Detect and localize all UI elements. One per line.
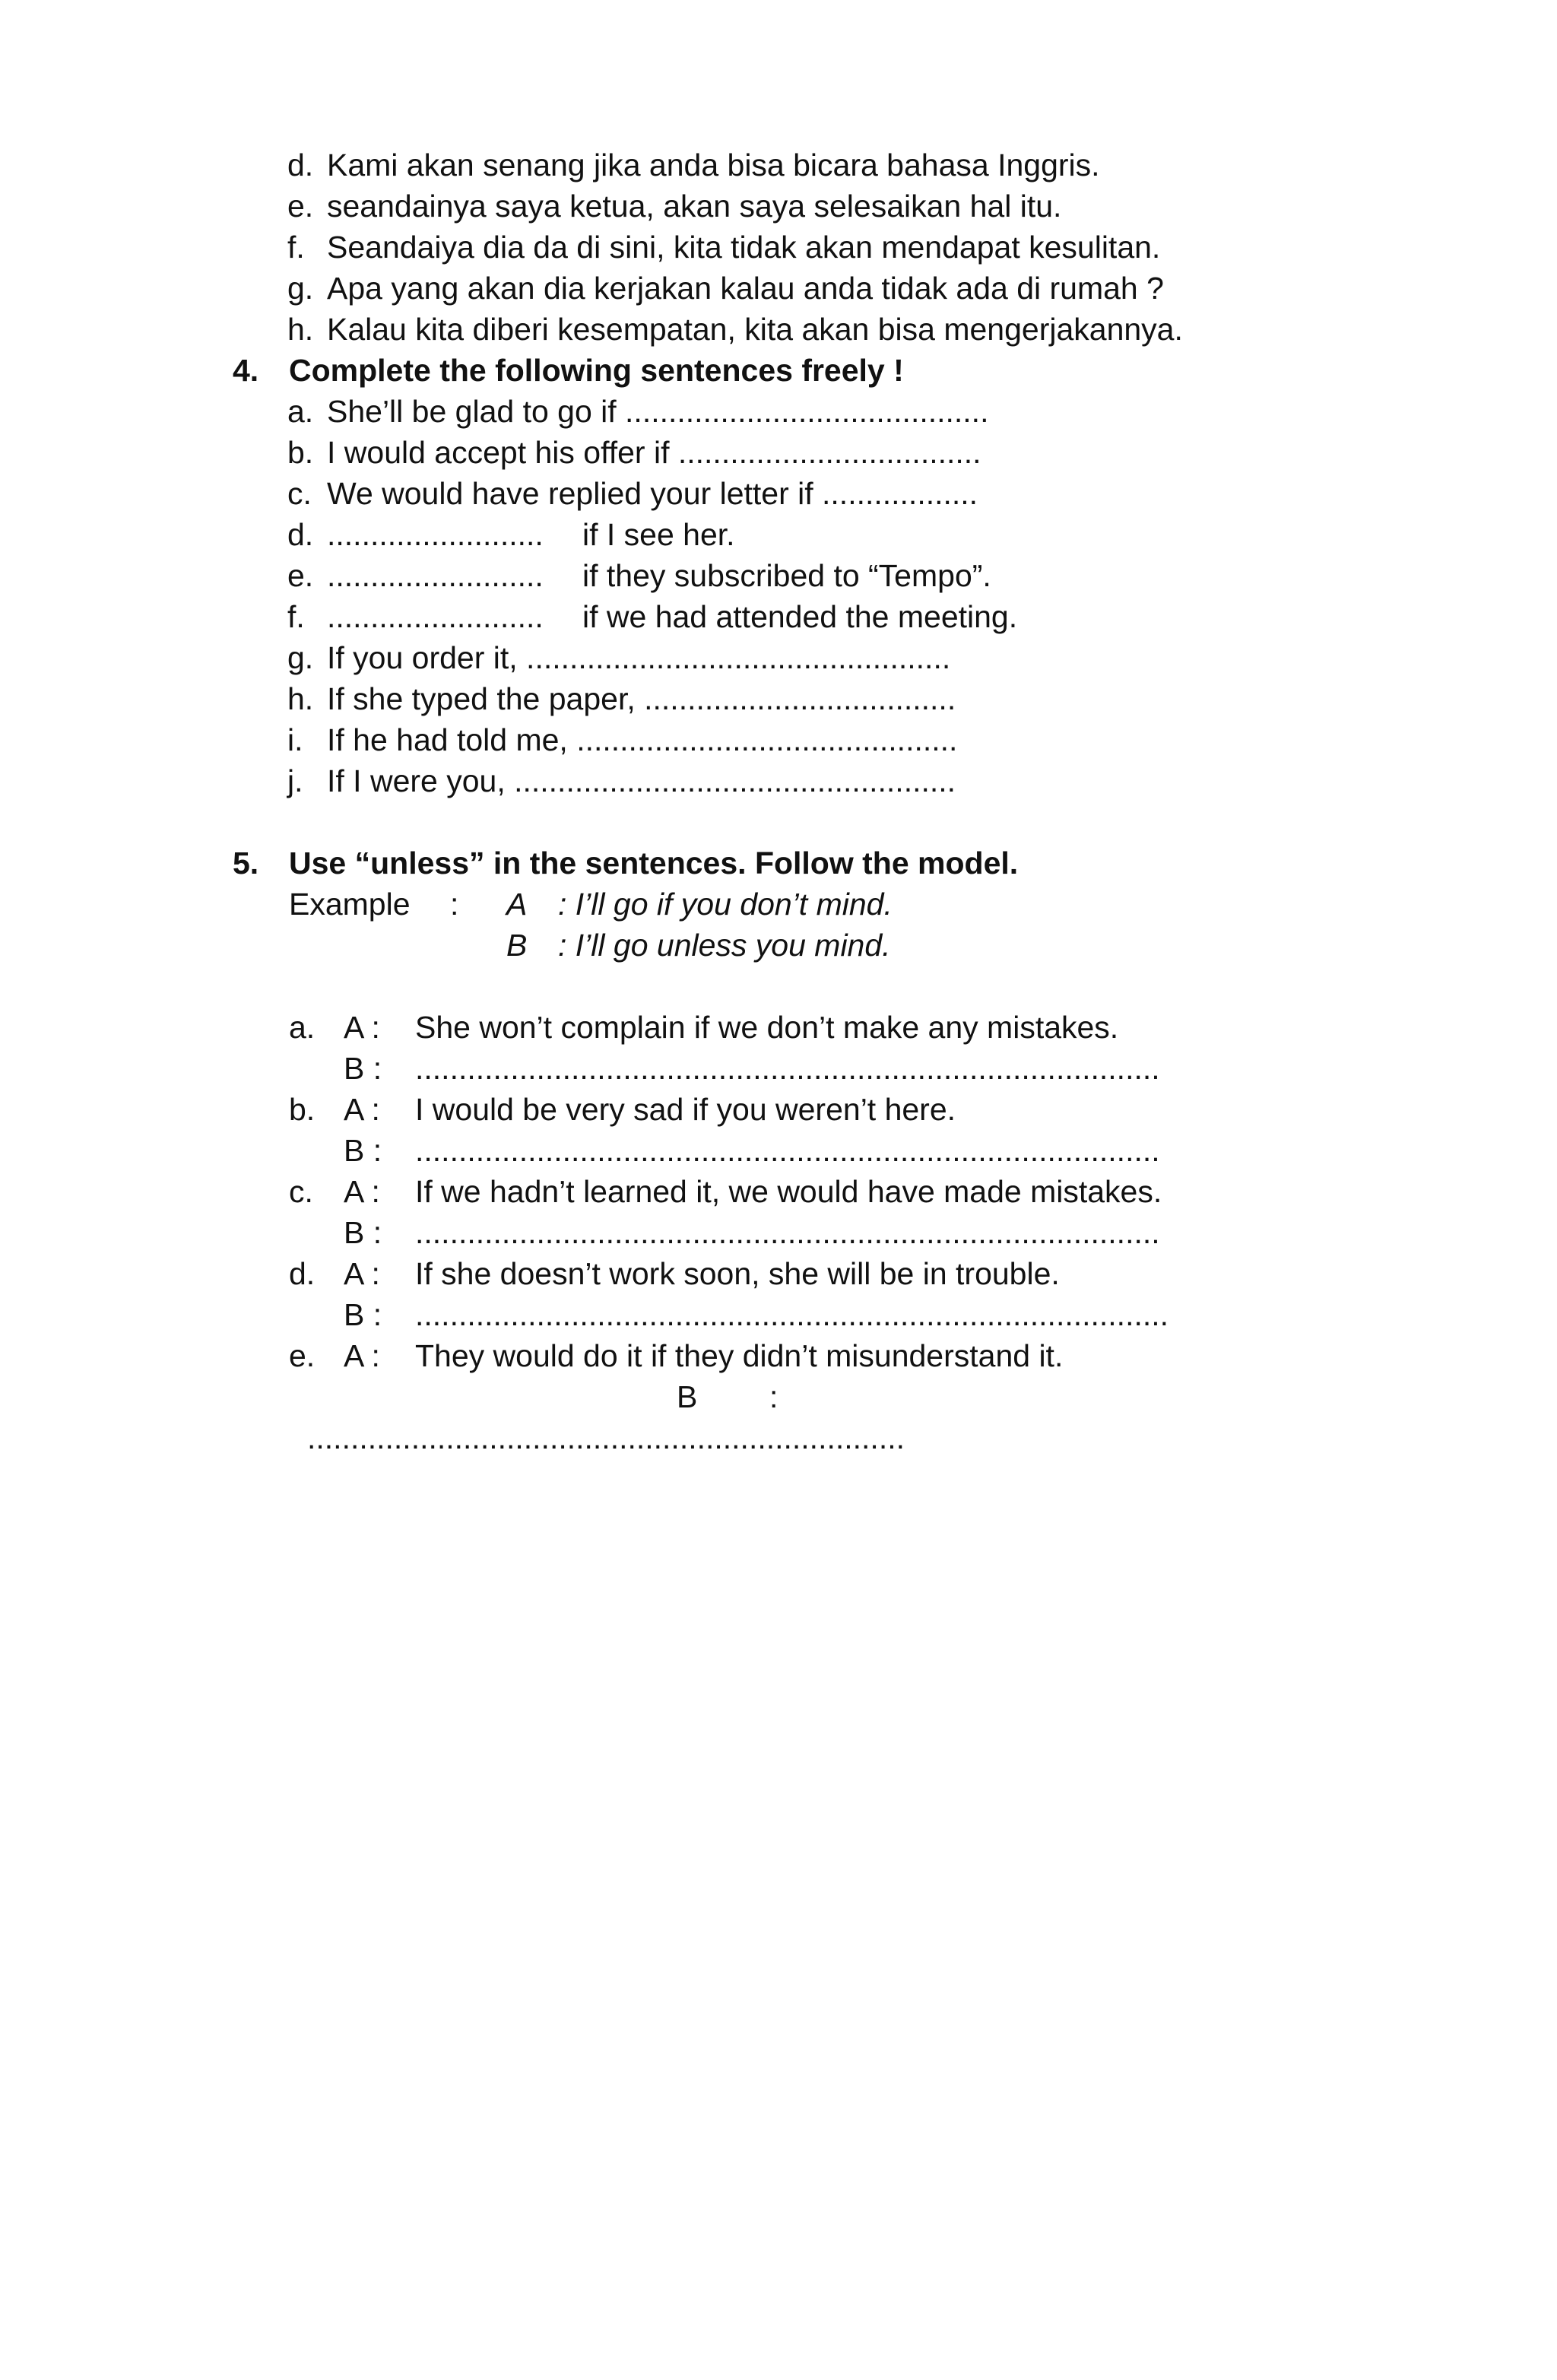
- speaker-b-label: B :: [344, 1215, 382, 1250]
- item-label: d.: [287, 148, 314, 182]
- speaker-b-label: B :: [344, 1133, 382, 1168]
- speaker-a-label: A :: [344, 1338, 380, 1373]
- item-label: c.: [287, 476, 312, 511]
- item-label: e.: [287, 189, 314, 224]
- item-text: if we had attended the meeting.: [582, 599, 1018, 634]
- example-b-label: B: [506, 928, 528, 963]
- item-text: if they subscribed to “Tempo”.: [582, 558, 991, 593]
- item-label: a.: [289, 1010, 316, 1045]
- item-text: If you order it, .................................................: [327, 640, 951, 675]
- section-heading: Use “unless” in the sentences. Follow the model.: [289, 846, 1019, 881]
- section-number: 4.: [233, 353, 259, 388]
- section-number: 5.: [233, 846, 259, 881]
- speaker-a-text: She won’t complain if we don’t make any mistakes.: [415, 1010, 1119, 1045]
- item-text: If he had told me, ............................................: [327, 722, 958, 757]
- item-label: h.: [287, 681, 314, 716]
- example-colon: :: [450, 887, 459, 922]
- item-label: h.: [287, 312, 314, 347]
- blank-line: .........................: [327, 517, 544, 552]
- speaker-a-text: They would do it if they didn’t misunderstand it.: [415, 1338, 1064, 1373]
- example-b-text: : I’ll go unless you mind.: [558, 928, 891, 963]
- item-label: f.: [287, 599, 305, 634]
- item-label: j.: [287, 763, 303, 798]
- item-text: If I were you, ...................................................: [327, 763, 956, 798]
- example-a-label: A: [506, 887, 528, 922]
- answer-blank: ......................................................................................: [415, 1133, 1160, 1168]
- item-label: e.: [289, 1338, 316, 1373]
- item-label: b.: [287, 435, 314, 470]
- speaker-a-text: If she doesn’t work soon, she will be in trouble.: [415, 1256, 1060, 1291]
- item-text: seandainya saya ketua, akan saya selesaikan hal itu.: [327, 189, 1062, 224]
- item-label: d.: [289, 1256, 316, 1291]
- blank-line: .........................: [327, 558, 544, 593]
- item-text: if I see her.: [582, 517, 735, 552]
- section-heading: Complete the following sentences freely !: [289, 353, 904, 388]
- speaker-a-label: A :: [344, 1092, 380, 1127]
- item-text: Apa yang akan dia kerjakan kalau anda tidak ada di rumah ?: [327, 271, 1164, 306]
- speaker-a-label: A :: [344, 1256, 380, 1291]
- item-text: She’ll be glad to go if ..........................................: [327, 394, 989, 429]
- speaker-b-label: B :: [344, 1297, 382, 1332]
- item-label: b.: [289, 1092, 316, 1127]
- speaker-b-colon: :: [769, 1379, 778, 1414]
- answer-blank: .....................................................................: [307, 1420, 905, 1455]
- speaker-a-label: A :: [344, 1010, 380, 1045]
- speaker-b-label: B: [677, 1379, 698, 1414]
- answer-blank: ......................................................................................: [415, 1051, 1160, 1086]
- speaker-a-text: I would be very sad if you weren’t here.: [415, 1092, 956, 1127]
- answer-blank: .......................................................................................: [415, 1297, 1169, 1332]
- speaker-a-label: A :: [344, 1174, 380, 1209]
- item-text: We would have replied your letter if ..................: [327, 476, 978, 511]
- item-label: i.: [287, 722, 303, 757]
- item-label: f.: [287, 230, 305, 265]
- item-label: a.: [287, 394, 314, 429]
- item-label: g.: [287, 271, 314, 306]
- item-text: If she typed the paper, ....................................: [327, 681, 956, 716]
- example-label: Example: [289, 887, 411, 922]
- item-text: Kalau kita diberi kesempatan, kita akan bisa mengerjakannya.: [327, 312, 1183, 347]
- item-text: I would accept his offer if ...................................: [327, 435, 981, 470]
- item-label: e.: [287, 558, 314, 593]
- item-label: g.: [287, 640, 314, 675]
- item-label: c.: [289, 1174, 313, 1209]
- blank-line: .........................: [327, 599, 544, 634]
- speaker-a-text: If we hadn’t learned it, we would have made mistakes.: [415, 1174, 1162, 1209]
- answer-blank: ......................................................................................: [415, 1215, 1160, 1250]
- speaker-b-label: B :: [344, 1051, 382, 1086]
- item-text: Seandaiya dia da di sini, kita tidak akan mendapat kesulitan.: [327, 230, 1161, 265]
- item-label: d.: [287, 517, 314, 552]
- item-text: Kami akan senang jika anda bisa bicara bahasa Inggris.: [327, 148, 1100, 182]
- example-a-text: : I’ll go if you don’t mind.: [558, 887, 893, 922]
